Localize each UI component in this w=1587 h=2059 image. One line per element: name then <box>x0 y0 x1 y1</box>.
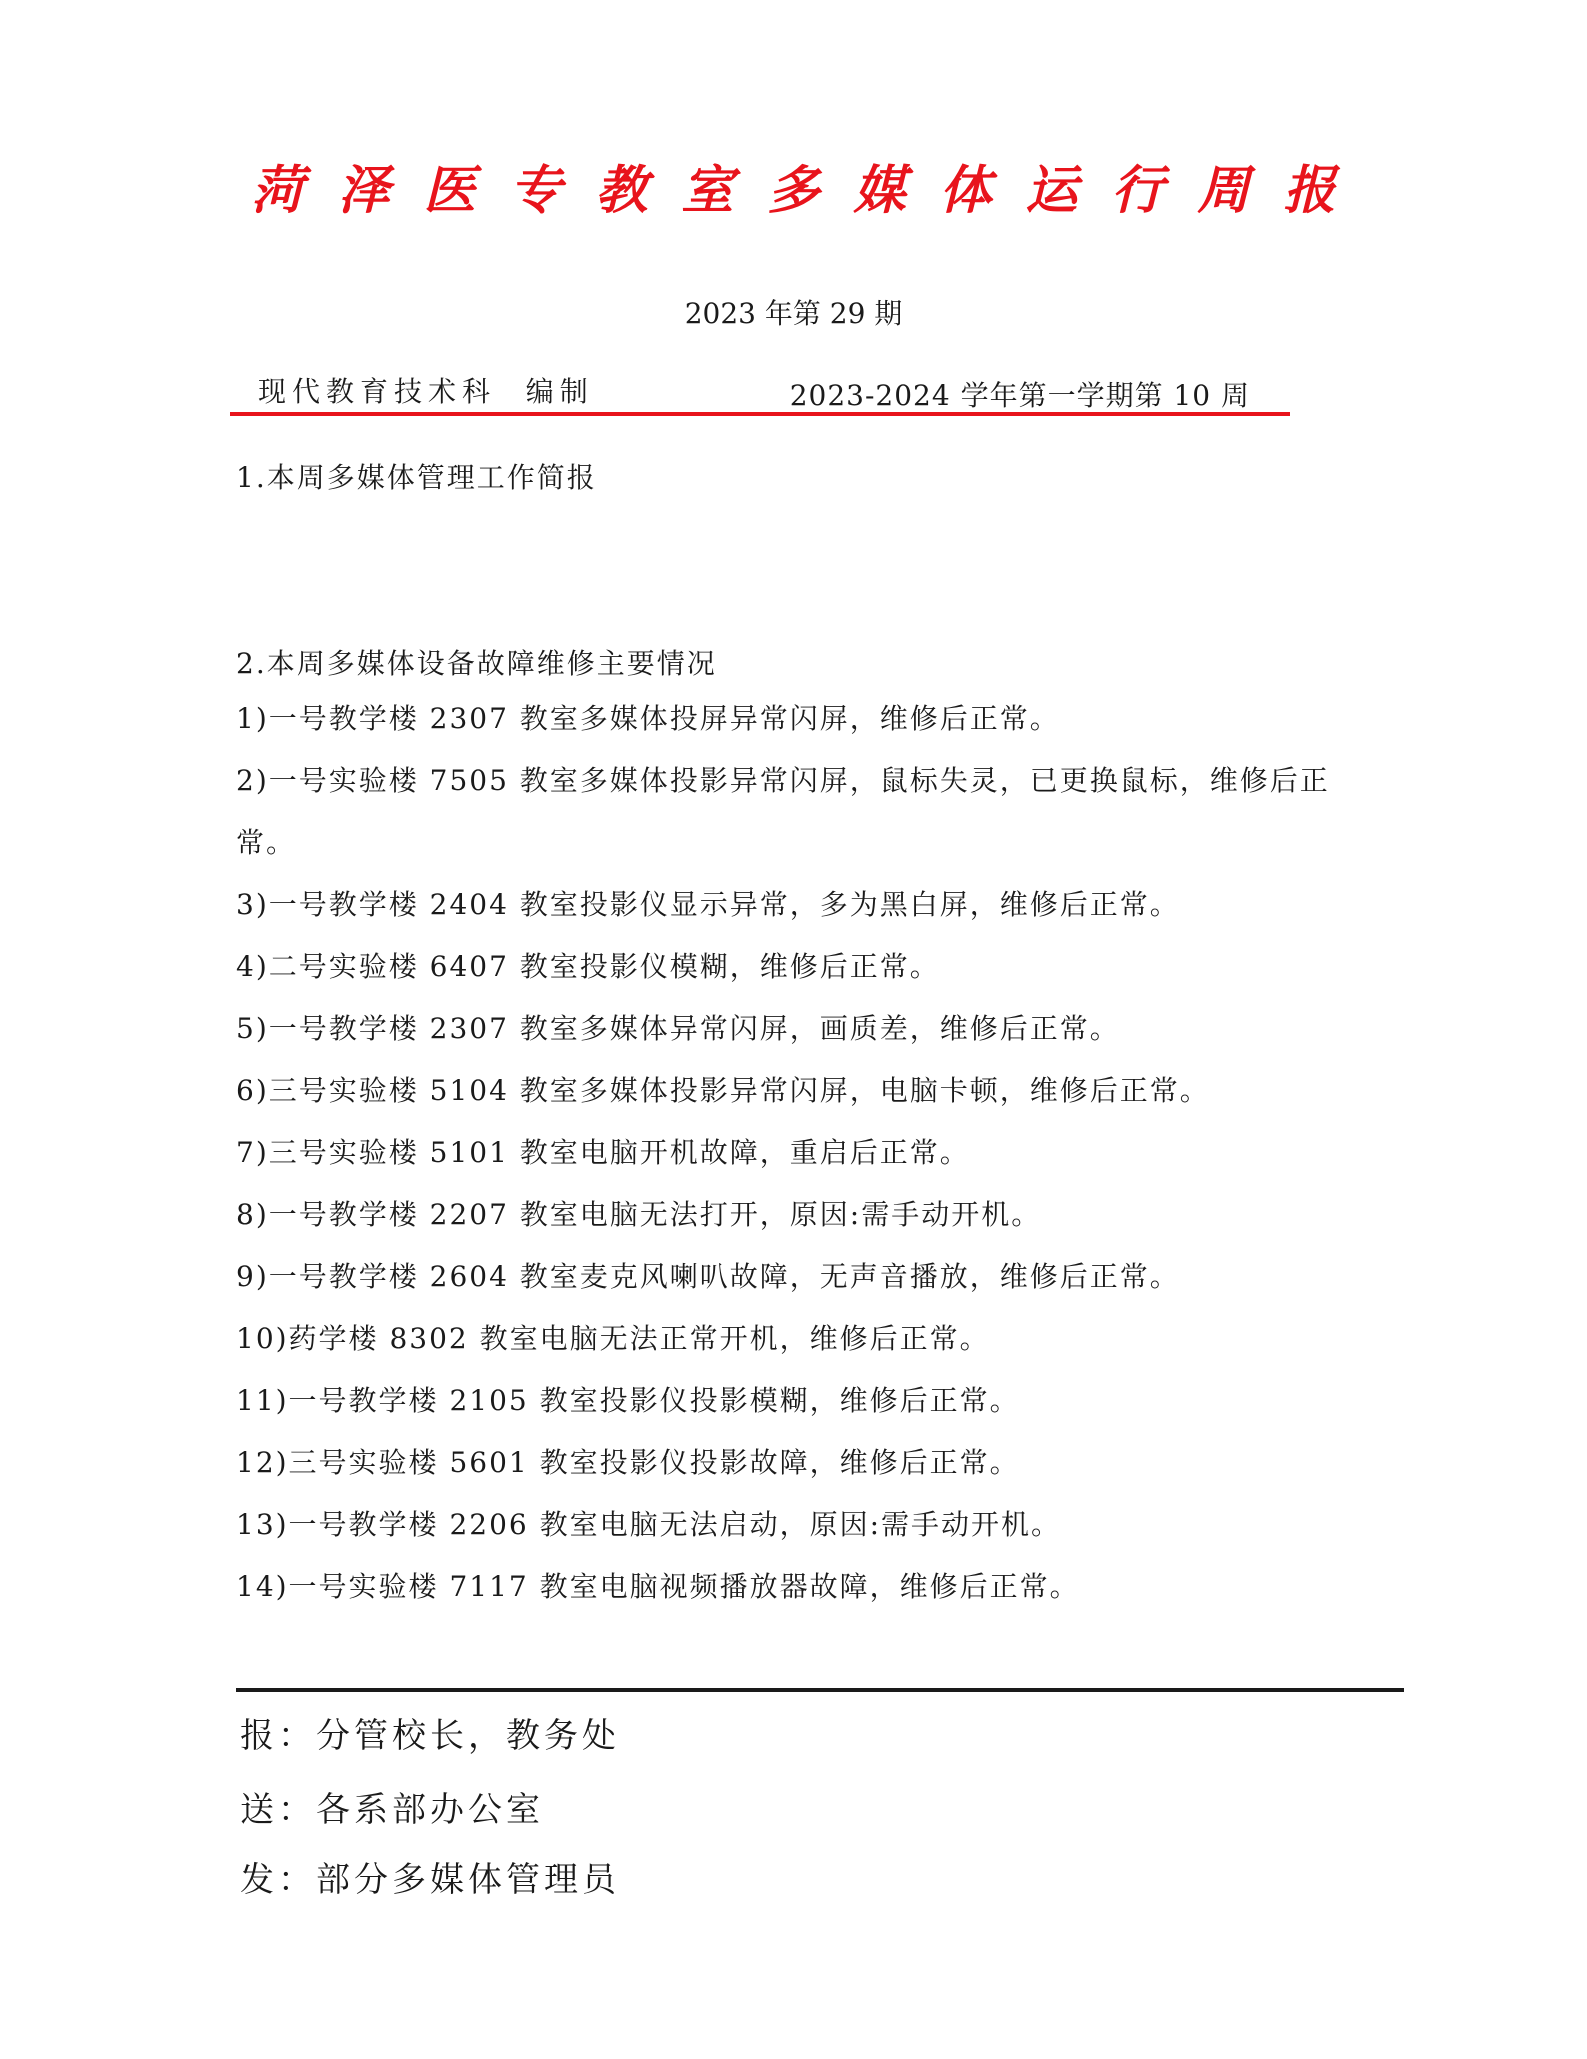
list-item: 5)一号教学楼 2307 教室多媒体异常闪屏，画质差，维修后正常。 <box>236 1012 1120 1045</box>
list-item: 1)一号教学楼 2307 教室多媒体投屏异常闪屏，维修后正常。 <box>236 702 1060 735</box>
list-item: 6)三号实验楼 5104 教室多媒体投影异常闪屏，电脑卡顿，维修后正常。 <box>236 1074 1210 1107</box>
list-item: 8)一号教学楼 2207 教室电脑无法打开，原因:需手动开机。 <box>236 1198 1042 1231</box>
footer-black-rule <box>236 1688 1404 1692</box>
list-item: 9)一号教学楼 2604 教室麦克风喇叭故障，无声音播放，维修后正常。 <box>236 1260 1180 1293</box>
header-red-rule <box>230 412 1290 416</box>
list-item: 7)三号实验楼 5101 教室电脑开机故障，重启后正常。 <box>236 1136 970 1169</box>
page-title: 菏泽医专教室多媒体运行周报 <box>251 160 1370 221</box>
list-item: 11)一号教学楼 2105 教室投影仪投影模糊，维修后正常。 <box>236 1384 1020 1417</box>
list-item: 12)三号实验楼 5601 教室投影仪投影故障，维修后正常。 <box>236 1446 1020 1479</box>
issue-to-line: 发：部分多媒体管理员 <box>240 1860 620 1900</box>
list-item: 14)一号实验楼 7117 教室电脑视频播放器故障，维修后正常。 <box>236 1570 1080 1603</box>
list-item: 10)药学楼 8302 教室电脑无法正常开机，维修后正常。 <box>236 1322 990 1355</box>
send-to-line: 送：各系部办公室 <box>240 1790 544 1830</box>
repair-list <box>236 688 1356 1618</box>
list-item: 3)一号教学楼 2404 教室投影仪显示异常，多为黑白屏，维修后正常。 <box>236 888 1180 921</box>
list-item: 13)一号教学楼 2206 教室电脑无法启动，原因:需手动开机。 <box>236 1508 1062 1541</box>
briefing-heading: 1.本周多媒体管理工作简报 <box>236 461 597 494</box>
report-to-line: 报：分管校长，教务处 <box>240 1716 620 1756</box>
compiler-label: 现代教育技术科 编制 <box>258 375 594 408</box>
list-item: 2)一号实验楼 7505 教室多媒体投影异常闪屏，鼠标失灵，已更换鼠标，维修后正常。 <box>236 764 1330 859</box>
term-label: 2023-2024 学年第一学期第 10 周 <box>789 379 1250 412</box>
list-item: 4)二号实验楼 6407 教室投影仪模糊，维修后正常。 <box>236 950 940 983</box>
issue-number: 2023 年第 29 期 <box>684 297 903 330</box>
repair-heading: 2.本周多媒体设备故障维修主要情况 <box>236 647 717 680</box>
